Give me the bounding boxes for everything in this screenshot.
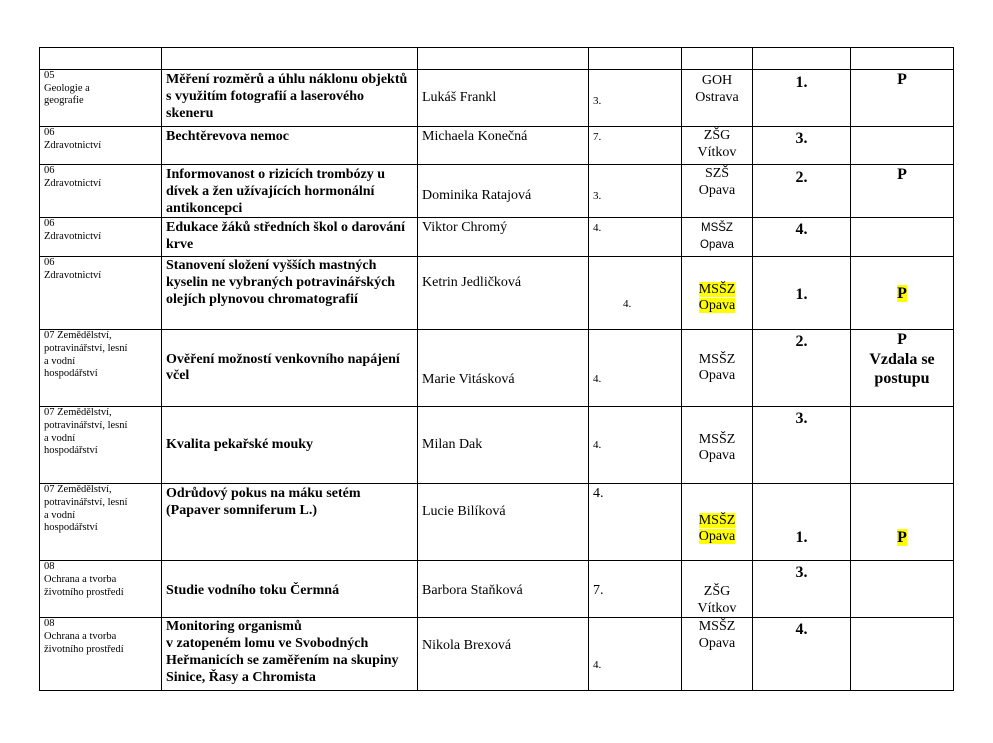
school-text: MSŠZ Opava: [698, 351, 736, 384]
place-text: 1.: [795, 285, 808, 303]
school-cell: [682, 70, 753, 127]
project-title: Studie vodního toku Čermná: [166, 582, 340, 598]
result-cell: [851, 165, 954, 218]
grade-text: 4.: [623, 298, 632, 311]
header-cell: [589, 48, 682, 70]
header-cell: [851, 48, 954, 70]
result-cell: [851, 618, 954, 691]
field-cell: [40, 484, 162, 561]
field-cell: [40, 70, 162, 127]
place-cell: [753, 330, 851, 407]
project-title: Ověření možností venkovního napájení včel: [166, 351, 400, 384]
result-text: P: [897, 166, 907, 183]
field-cell: [40, 257, 162, 330]
name-cell: [418, 257, 589, 330]
field-cell: [40, 407, 162, 484]
field-text: 06 Zdravotnictví: [44, 218, 102, 242]
field-text: 06 Zdravotnictví: [44, 165, 102, 189]
header-cell: [162, 48, 418, 70]
project-title: Kvalita pekařské mouky: [166, 436, 314, 452]
school-cell: [682, 257, 753, 330]
place-cell: [753, 561, 851, 618]
field-cell: [40, 218, 162, 257]
project-title: Stanovení složení vyšších mastných kyselin ne vybraných potravinářských olejích plynovou chromatografií: [166, 258, 396, 307]
grade-text: 4.: [593, 373, 602, 386]
grade-cell: [589, 127, 682, 165]
header-cell: [753, 48, 851, 70]
result-cell: [851, 407, 954, 484]
student-name: Dominika Ratajová: [422, 187, 532, 203]
name-cell: [418, 330, 589, 407]
table-row: [40, 407, 954, 484]
field-text: 07 Zemědělství, potravinářství, lesní a vodní hospodářství: [44, 330, 128, 380]
table-row: [40, 127, 954, 165]
field-cell: [40, 330, 162, 407]
project-title: Informovanost o rizicích trombózy u dívek a žen užívajících hormonální antikoncepci: [166, 167, 386, 216]
table-row: [40, 70, 954, 127]
school-text: ZŠG Vítkov: [697, 583, 737, 616]
grade-cell: [589, 218, 682, 257]
student-name: Marie Vitásková: [422, 371, 515, 387]
name-cell: [418, 484, 589, 561]
place-cell: [753, 70, 851, 127]
name-cell: [418, 70, 589, 127]
place-cell: [753, 257, 851, 330]
field-cell: [40, 127, 162, 165]
header-cell: [40, 48, 162, 70]
table-row: [40, 330, 954, 407]
grade-cell: [589, 407, 682, 484]
header-cell: [418, 48, 589, 70]
result-text: P: [897, 71, 907, 88]
result-cell: [851, 70, 954, 127]
name-cell: [418, 618, 589, 691]
school-cell: [682, 218, 753, 257]
field-cell: [40, 165, 162, 218]
project-title: Monitoring organismů v zatopeném lomu ve Svobodných Heřmanicích se zaměřením na skupiny Sinice, Řasy a Chromista: [166, 619, 399, 685]
table-row: [40, 257, 954, 330]
school-cell: [682, 165, 753, 218]
field-text: 07 Zemědělství, potravinářství, lesní a vodní hospodářství: [44, 407, 128, 457]
grade-cell: [589, 165, 682, 218]
grade-text: 7.: [593, 131, 602, 143]
table-row: [40, 618, 954, 691]
grade-text: 4.: [593, 486, 604, 502]
school-text: GOH Ostrava: [695, 73, 739, 105]
student-name: Milan Dak: [422, 436, 483, 452]
result-cell: [851, 561, 954, 618]
school-cell: [682, 330, 753, 407]
school-text: MSŠZ Opava: [700, 222, 734, 252]
school-text: ZŠG Vítkov: [697, 128, 737, 160]
grade-cell: [589, 561, 682, 618]
place-text: 4.: [795, 221, 808, 239]
field-cell: [40, 618, 162, 691]
field-text: 08 Ochrana a tvorba životního prostředí: [44, 561, 124, 598]
grade-text: 4.: [593, 222, 602, 235]
place-text: 2.: [795, 169, 808, 186]
project-title: Odrůdový pokus na máku setém (Papaver somniferum L.): [166, 486, 361, 519]
student-name: Viktor Chromý: [422, 220, 508, 236]
result-cell: [851, 330, 954, 407]
table-row: [40, 561, 954, 618]
table-row: [40, 484, 954, 561]
place-text: 3.: [795, 410, 808, 428]
name-cell: [418, 561, 589, 618]
place-text: 1.: [795, 528, 808, 546]
grade-cell: [589, 330, 682, 407]
field-text: 06 Zdravotnictví: [44, 257, 102, 281]
header-cell: [682, 48, 753, 70]
title-cell: [162, 618, 418, 691]
school-text-highlighted: MSŠZ Opava: [698, 512, 736, 545]
result-text-highlighted: P: [897, 284, 907, 302]
name-cell: [418, 218, 589, 257]
place-text: 3.: [795, 564, 808, 582]
project-title: Měření rozměrů a úhlu náklonu objektů s využitím fotografií a laserového skeneru: [166, 72, 408, 121]
school-cell: [682, 484, 753, 561]
grade-text: 3.: [593, 189, 602, 202]
title-cell: [162, 330, 418, 407]
school-cell: [682, 127, 753, 165]
grade-text: 4.: [593, 659, 602, 672]
title-cell: [162, 165, 418, 218]
name-cell: [418, 165, 589, 218]
student-name: Nikola Brexová: [422, 638, 512, 654]
result-cell: [851, 257, 954, 330]
title-cell: [162, 127, 418, 165]
grade-cell: [589, 484, 682, 561]
field-text: 08 Ochrana a tvorba životního prostředí: [44, 618, 124, 655]
student-name: Barbora Staňková: [422, 582, 523, 598]
grade-cell: [589, 70, 682, 127]
school-text: SZŠ Opava: [698, 166, 736, 198]
field-text: 06 Zdravotnictví: [44, 127, 102, 151]
result-text: P: [897, 331, 907, 349]
school-text-highlighted: MSŠZ Opava: [698, 281, 736, 314]
table-row: [40, 165, 954, 218]
result-note: Vzdala se postupu: [869, 350, 935, 387]
result-cell: [851, 127, 954, 165]
title-cell: [162, 484, 418, 561]
table-row: [40, 218, 954, 257]
result-cell: [851, 218, 954, 257]
title-cell: [162, 407, 418, 484]
school-cell: [682, 407, 753, 484]
header-row: [40, 48, 954, 70]
school-text: MSŠZ Opava: [698, 431, 736, 464]
field-text: 05 Geologie a geografie: [44, 70, 90, 107]
student-name: Ketrin Jedličková: [422, 275, 522, 291]
grade-text: 7.: [593, 582, 604, 598]
name-cell: [418, 407, 589, 484]
place-cell: [753, 407, 851, 484]
title-cell: [162, 218, 418, 257]
project-title: Edukace žáků středních škol o darování krve: [166, 220, 405, 253]
place-text: 3.: [795, 130, 808, 147]
place-text: 2.: [795, 333, 808, 351]
student-name: Michaela Konečná: [422, 129, 528, 144]
school-cell: [682, 618, 753, 691]
grade-text: 3.: [593, 95, 602, 108]
place-cell: [753, 165, 851, 218]
project-title: Bechtěrevova nemoc: [166, 129, 289, 144]
place-cell: [753, 127, 851, 165]
school-text: MSŠZ Opava: [698, 619, 736, 652]
grade-cell: [589, 618, 682, 691]
result-text-highlighted: P: [897, 528, 907, 546]
title-cell: [162, 257, 418, 330]
results-table: [39, 47, 954, 691]
field-cell: [40, 561, 162, 618]
field-text: 07 Zemědělství, potravinářství, lesní a vodní hospodářství: [44, 484, 128, 534]
title-cell: [162, 70, 418, 127]
place-cell: [753, 484, 851, 561]
place-cell: [753, 618, 851, 691]
place-text: 1.: [795, 74, 808, 91]
grade-cell: [589, 257, 682, 330]
student-name: Lukáš Frankl: [422, 89, 497, 105]
school-cell: [682, 561, 753, 618]
place-cell: [753, 218, 851, 257]
title-cell: [162, 561, 418, 618]
name-cell: [418, 127, 589, 165]
student-name: Lucie Bilíková: [422, 504, 506, 520]
result-cell: [851, 484, 954, 561]
grade-text: 4.: [593, 438, 602, 451]
place-text: 4.: [795, 621, 808, 639]
